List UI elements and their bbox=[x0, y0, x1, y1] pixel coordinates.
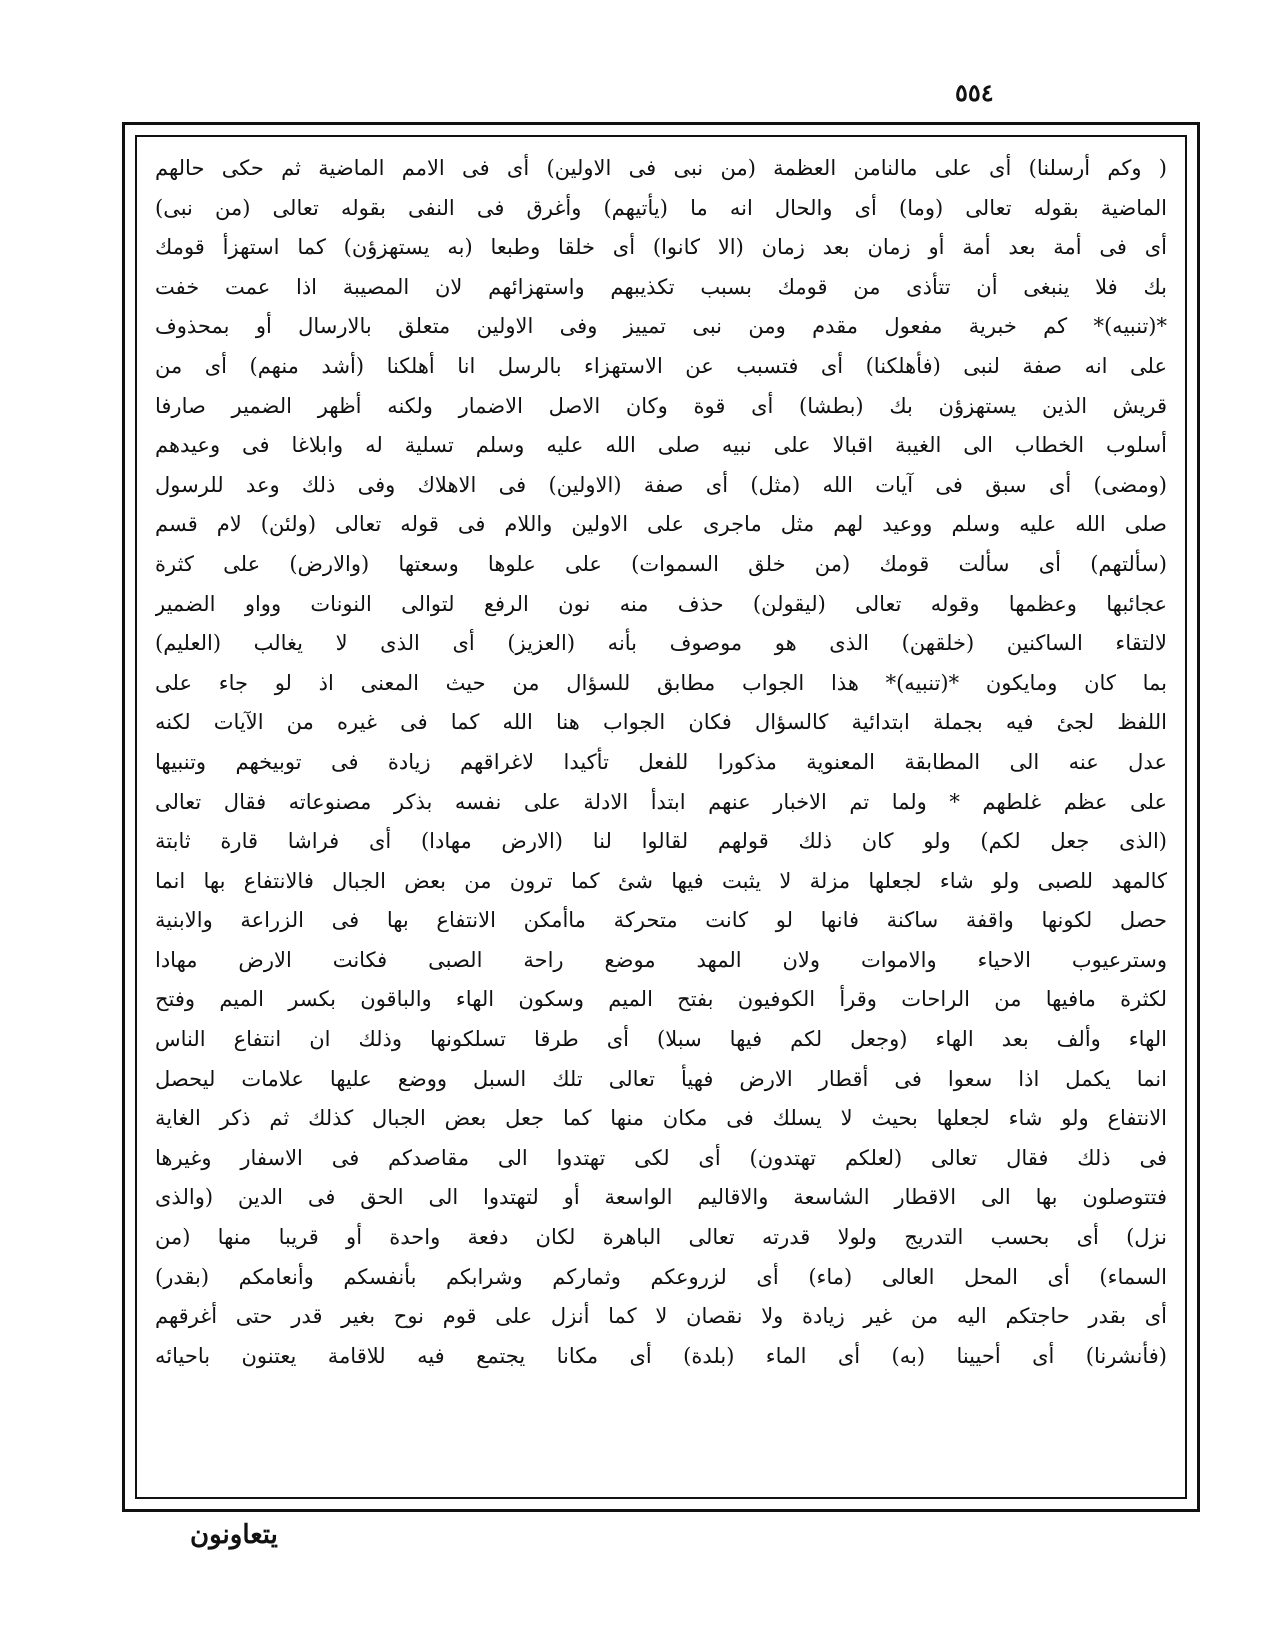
text-line: الماضية بقوله تعالى (وما) أى والحال انه ما (يأتيهم) وأغرق فى النفى بقوله تعالى (من نبى) bbox=[155, 195, 1167, 220]
text-line: انما يكمل اذا سعوا فى أقطار الارض فهيأ تعالى تلك السبل ووضع عليها علامات ليحصل bbox=[155, 1066, 1167, 1091]
text-line: حصل لكونها واقفة ساكنة فانها لو كانت متحركة ماأمكن الانتفاع بها فى الزراعة والابنية bbox=[155, 908, 1167, 933]
text-line: أى فى أمة بعد أمة أو زمان بعد زمان (الا كانوا) أى خلقا وطبعا (به يستهزؤن) كما استهزأ قومك bbox=[155, 235, 1167, 260]
text-line: لالتقاء الساكنين (خلقهن) الذى هو موصوف بأنه (العزيز) أى الذى لا يغالب (العليم) bbox=[155, 631, 1167, 656]
text-line: بما كان ومايكون *(تنبيه)* هذا الجواب مطابق للسؤال من حيث المعنى اذ لو جاء على bbox=[155, 670, 1167, 695]
text-line: بك فلا ينبغى أن تتأذى من قومك بسبب تكذيبهم واستهزائهم لان المصيبة اذا عمت خفت bbox=[155, 274, 1167, 299]
text-line: الهاء وألف بعد الهاء (وجعل لكم فيها سبلا) أى طرقا تسلكونها وذلك ان انتفاع الناس bbox=[155, 1027, 1167, 1052]
text-line: (الذى جعل لكم) ولو كان ذلك قولهم لقالوا لنا (الارض مهادا) أى فراشا قارة ثابتة bbox=[155, 829, 1167, 854]
text-line: فى ذلك فقال تعالى (لعلكم تهتدون) أى لكى تهتدوا الى مقاصدكم فى الاسفار وغيرها bbox=[155, 1145, 1167, 1170]
page-border-inner bbox=[135, 135, 1187, 1499]
text-line: فتتوصلون بها الى الاقطار الشاسعة والاقاليم الواسعة أو لتهتدوا الى الحق فى الدين (والذى bbox=[155, 1185, 1167, 1210]
text-line: وسترعيوب الاحياء والاموات ولان المهد موضع راحة الصبى فكانت الارض مهادا bbox=[155, 947, 1167, 972]
text-line: *(تنبيه)* كم خبرية مفعول مقدم ومن نبى تمييز وفى الاولين متعلق بالارسال أو بمحذوف bbox=[155, 314, 1167, 339]
text-line: (سألتهم) أى سألت قومك (من خلق السموات) على علوها وسعتها (والارض) على كثرة bbox=[155, 551, 1167, 576]
text-line: لكثرة مافيها من الراحات وقرأ الكوفيون بفتح الميم وسكون الهاء والباقون بكسر الميم وفتح bbox=[155, 987, 1167, 1012]
text-line: عجائبها وعظمها وقوله تعالى (ليقولن) حذف منه نون الرفع لتوالى النونات وواو الضمير bbox=[155, 591, 1167, 616]
text-line: (فأنشرنا) أى أحيينا (به) أى الماء (بلدة) أى مكانا يجتمع فيه للاقامة يعتنون باحيائه bbox=[155, 1343, 1167, 1368]
text-line: نزل) أى بحسب التدريج ولولا قدرته تعالى الباهرة لكان دفعة واحدة أو قريبا منها (من bbox=[155, 1225, 1167, 1250]
text-line: أسلوب الخطاب الى الغيبة اقبالا على نبيه صلى الله عليه وسلم تسلية له وابلاغا فى وعيدهم bbox=[155, 433, 1167, 458]
text-line: على عظم غلطهم * ولما تم الاخبار عنهم ابتدأ الادلة على نفسه بذكر مصنوعاته فقال تعالى bbox=[155, 789, 1167, 814]
page-number: ٥٥٤ bbox=[955, 78, 994, 107]
text-line: الانتفاع ولو شاء لجعلها بحيث لا يسلك فى مكان منها كما جعل بعض الجبال كذلك ثم ذكر الغاية bbox=[155, 1106, 1167, 1131]
page-border-outer bbox=[122, 122, 1200, 1512]
text-line: ( وكم أرسلنا) أى على مالنامن العظمة (من نبى فى الاولين) أى فى الامم الماضية ثم حكى حالهم bbox=[155, 156, 1167, 180]
main-text bbox=[155, 149, 1167, 1489]
text-line: قريش الذين يستهزؤن بك (بطشا) أى قوة وكان الاصل الاضمار ولكنه أظهر الضمير صارفا bbox=[155, 393, 1167, 418]
text-line: السماء) أى المحل العالى (ماء) أى لزروعكم وثماركم وشرابكم بأنفسكم وأنعامكم (بقدر) bbox=[155, 1264, 1167, 1289]
text-line: اللفظ لجئ فيه بجملة ابتدائية كالسؤال فكان الجواب هنا الله كما فى غيره من الآيات لكنه bbox=[155, 710, 1167, 735]
catchword: يتعاونون bbox=[190, 1520, 278, 1550]
text-line: (ومضى) أى سبق فى آيات الله (مثل) أى صفة (الاولين) فى الاهلاك وفى ذلك وعد للرسول bbox=[155, 472, 1167, 497]
text-line: عدل عنه الى المطابقة المعنوية مذكورا للفعل تأكيدا لاغراقهم زيادة فى توبيخهم وتنبيها bbox=[155, 749, 1167, 774]
text-line: أى بقدر حاجتكم اليه من غير زيادة ولا نقصان لا كما أنزل على قوم نوح بغير قدر حتى أغرقهم bbox=[155, 1304, 1167, 1329]
text-line: كالمهد للصبى ولو شاء لجعلها مزلة لا يثبت فيها شئ كما ترون من بعض الجبال فالانتفاع بها انما bbox=[155, 868, 1167, 893]
text-line: على انه صفة لنبى (فأهلكنا) أى فتسبب عن الاستهزاء بالرسل انا أهلكنا (أشد منهم) أى من bbox=[155, 353, 1167, 378]
text-line: صلى الله عليه وسلم ووعيد لهم مثل ماجرى على الاولين واللام فى قوله تعالى (ولئن) لام قسم bbox=[155, 512, 1167, 537]
